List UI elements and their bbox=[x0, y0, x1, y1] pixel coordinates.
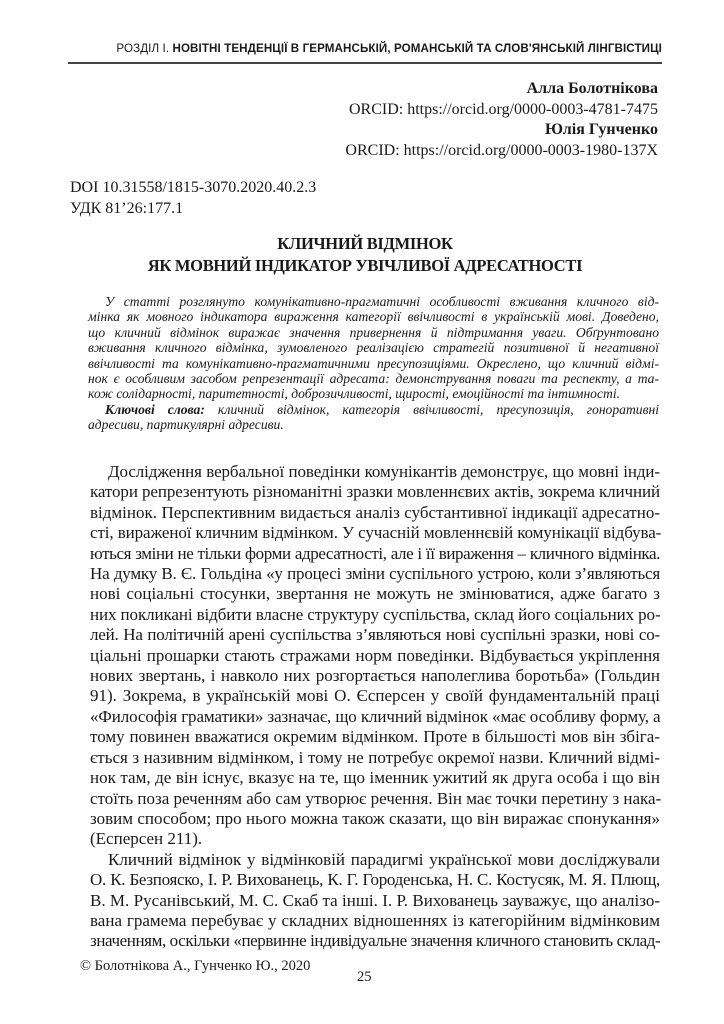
keywords-label: Ключові слова: bbox=[105, 401, 205, 417]
header-rule bbox=[68, 62, 662, 64]
keywords-text: кличний відмінок, категорія ввічливості, пресупозиція, гоноративні bbox=[204, 401, 659, 417]
text-line: нові соціальні стосунки, звертання не можуть не змінюватися, адже багато з bbox=[90, 584, 660, 604]
udk: УДК 81’26:177.1 bbox=[70, 200, 184, 217]
text-line: лей. На політичній арені суспільства з’являються нові суспільні зразки, нові со- bbox=[90, 625, 660, 645]
text-line: значенням, оскільки «первинне індивідуальне значення кличного становить склад- bbox=[90, 931, 661, 951]
text-line: вана грамема перебуває у складних відношеннях із категорійним відмінковим bbox=[90, 910, 660, 930]
text-line: О. К. Безпояско, І. Р. Вихованець, К. Г. Городенська, Н. С. Костусяк, М. Я. Плющ, bbox=[90, 870, 660, 890]
text-line: ється з називним відмінком, і тому не потребує окремої назви. Кличний відмі- bbox=[90, 747, 660, 767]
copyright: © Болотнікова А., Гунченко Ю., 2020 bbox=[80, 958, 311, 974]
text-line: В. М. Русанівський, М. С. Скаб та інші. І. Р. Вихованець зауважує, що аналізо- bbox=[90, 890, 660, 910]
text-line: 91). Зокрема, в українській мові О. Єсперсен у своїй фундаментальній праці bbox=[90, 686, 660, 706]
text-line: ціальні прошарки стають стражами норм поведінки. Відбувається укріплення bbox=[90, 645, 660, 665]
text-line: нок є особливим засобом репрезентації адресата: демонстрування поваги та респекту, а та- bbox=[88, 371, 659, 387]
author-name: Алла Болотнікова bbox=[526, 80, 658, 97]
author-name: Юлія Гунченко bbox=[544, 121, 658, 138]
text-line: вживання кличного відмінка, зумовленого реалізацією стратегій позитивної й негативної bbox=[88, 340, 659, 356]
author-orcid[interactable]: ORCID: https://orcid.org/0000-0003-4781-7475 bbox=[348, 100, 658, 118]
text-line: катори репрезентують різноманітні зразки мовленнєвих актів, зокрема кличний bbox=[90, 482, 660, 502]
text-line: зовим способом; про нього можна також сказати, що він виражає спонукання» bbox=[90, 808, 660, 828]
section-prefix: РОЗДІЛ І. bbox=[116, 42, 173, 55]
text-line: На думку В. Є. Гольдіна «у процесі зміни суспільного устрою, коли з’являються bbox=[90, 564, 660, 584]
text-line: ввічливості та комунікативно-прагматичними пресупозиціями. Окреслено, що кличний відмі- bbox=[88, 355, 659, 371]
author-orcid[interactable]: ORCID: https://orcid.org/0000-0003-1980-137X bbox=[345, 141, 658, 159]
title-line: ЯК МОВНИЙ ІНДИКАТОР УВІЧЛИВОЇ АДРЕСАТНОСТІ bbox=[147, 256, 583, 275]
article-title bbox=[0, 233, 724, 277]
text-line: сті, вираженої кличним відмінком. У сучасній мовленнєвій комунікації відбува- bbox=[90, 523, 662, 543]
text-line: тому повинен вважатися окремим відмінком. Проте в більшості мов він збіга- bbox=[90, 727, 660, 747]
text-line: У статті розглянуто комунікативно-прагматичні особливості вживання кличного від- bbox=[105, 294, 659, 309]
text-line: нок там, де він існує, вказує на те, що іменник ужитий як друга особа і що він bbox=[90, 768, 660, 788]
text-line: Кличний відмінок у відмінковій парадигмі української мови досліджували bbox=[108, 849, 660, 869]
text-line: відмінок. Перспективним видається аналіз субстантивної індикації адресатно- bbox=[90, 502, 660, 522]
keywords-line bbox=[88, 402, 659, 417]
text-line: «Философія граматики» зазначає, що кличний відмінок «має особливу форму, а bbox=[90, 706, 661, 726]
text-line: кож солідарності, паритетності, доброзичливості, щирості, емоційності та інтимності. bbox=[88, 386, 621, 402]
running-header bbox=[68, 42, 662, 55]
title-line: КЛИЧНИЙ ВІДМІНОК bbox=[277, 234, 453, 253]
text-line: мінка як мовного індикатора вираження категорії ввічливості в українській мові. Доведено, bbox=[88, 309, 659, 325]
text-line: адресиви, партикулярні адресиви. bbox=[88, 417, 284, 433]
text-line: що кличний відмінок виражає значення привернення й підтримання уваги. Обґрунтовано bbox=[88, 324, 659, 340]
text-line: стоїть поза реченням або сам утворює речення. Він має точки перетину з нака- bbox=[90, 788, 662, 808]
abstract bbox=[88, 294, 659, 433]
authors-block bbox=[345, 79, 658, 161]
text-line: ються зміни не тільки форми адресатності, але і її вираження – кличного відмінка. bbox=[90, 543, 660, 563]
identifiers bbox=[70, 177, 316, 219]
text-line: них покликані відбити власне структуру суспільства, склад його соціальних ро- bbox=[90, 604, 661, 624]
text-line: Дослідження вербальної поведінки комунікантів демонструє, що мовні інди- bbox=[108, 462, 660, 481]
text-line: нових звертань, і навколо них розгортається наполеглива боротьба» (Гольдин bbox=[90, 666, 660, 686]
text-line: (Есперсен 211). bbox=[90, 829, 203, 849]
section-title: НОВІТНІ ТЕНДЕНЦІЇ В ГЕРМАНСЬКІЙ, РОМАНСЬКІЙ ТА СЛОВ'ЯНСЬКІЙ ЛІНГВІСТИЦІ bbox=[172, 42, 662, 55]
doi[interactable]: DOI 10.31558/1815-3070.2020.40.2.3 bbox=[70, 179, 317, 196]
page-number: 25 bbox=[357, 969, 372, 985]
article-body bbox=[90, 462, 660, 952]
